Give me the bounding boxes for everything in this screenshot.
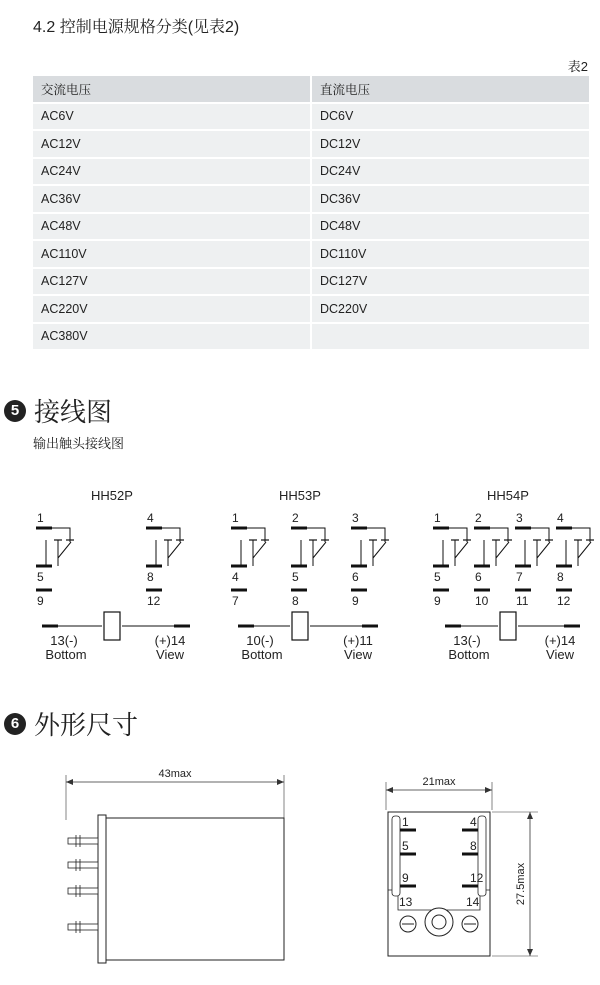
contact-pole [515, 511, 553, 608]
pin-number-right: 4 [470, 815, 477, 829]
diagram-model-label: HH52P [91, 488, 133, 503]
contact-pole [36, 511, 74, 608]
table-row [33, 103, 589, 131]
table-row [33, 158, 589, 186]
contact-pole [146, 511, 184, 608]
terminal-label-mid: 4 [232, 570, 239, 584]
terminal-label-bot: 12 [147, 594, 161, 608]
bottom-label: Bottom [241, 647, 283, 662]
wiring-diagram-hh54p [433, 488, 594, 662]
table-header-cell: 交流电压 [33, 76, 311, 103]
table-cell: AC6V [33, 103, 311, 131]
table-cell: AC36V [33, 185, 311, 213]
contact-pole [556, 511, 594, 608]
terminal-label-mid: 8 [147, 570, 154, 584]
contact-arm [578, 542, 591, 558]
contact-arm [537, 542, 550, 558]
contact-arm [313, 542, 326, 558]
table-cell: DC110V [311, 240, 589, 268]
table-row [33, 323, 589, 351]
coil-box [104, 612, 120, 640]
terminal-label-top: 4 [147, 511, 154, 525]
wiring-diagram-hh52p [36, 488, 190, 662]
contact-arm [58, 542, 71, 558]
terminal-label-mid: 5 [434, 570, 441, 584]
coil-box [292, 612, 308, 640]
wiring-heading [4, 392, 112, 429]
center-hole-inner [432, 915, 446, 929]
contact-arm [455, 542, 468, 558]
voltage-table [33, 76, 589, 351]
front-view-drawing [386, 776, 538, 956]
terminal-label-mid: 6 [352, 570, 359, 584]
contact-pole [474, 511, 512, 608]
pin-number-right: 8 [470, 839, 477, 853]
pin-number-right: 14 [466, 895, 480, 909]
arrow-head [527, 812, 533, 819]
section-title-power-spec: 4.2 控制电源规格分类(见表2) [33, 19, 240, 36]
wiring-diagram-hh53p [231, 488, 389, 662]
table-header-cell: 直流电压 [311, 76, 589, 103]
pin-number-left: 13 [399, 895, 413, 909]
terminal-label-mid: 8 [557, 570, 564, 584]
wiring-subtitle: 输出触头接线图 [33, 436, 125, 451]
table-cell: DC6V [311, 103, 589, 131]
table-cell: DC127V [311, 268, 589, 296]
terminal-label-top: 1 [434, 511, 441, 525]
coil-terminal-right: (+)11 [343, 633, 373, 648]
terminal-label-bot: 12 [557, 594, 571, 608]
table-cell: AC12V [33, 130, 311, 158]
arrow-head [527, 949, 533, 956]
terminal-label-top: 4 [557, 511, 564, 525]
contact-pole [433, 511, 471, 608]
coil-terminal-left: 13(-) [50, 633, 78, 648]
table-cell: DC24V [311, 158, 589, 186]
table-row [33, 268, 589, 296]
view-label: View [546, 647, 574, 662]
dimension-drawings [0, 760, 600, 985]
terminal-label-mid: 5 [292, 570, 299, 584]
wiring-title: 接线图 [34, 397, 113, 427]
table-cell: DC48V [311, 213, 589, 241]
contact-arm [168, 542, 181, 558]
terminal-label-mid: 6 [475, 570, 482, 584]
section-number-badge-6: 6 [4, 713, 26, 735]
dimensions-title: 外形尺寸 [34, 710, 139, 740]
terminal-label-bot: 10 [475, 594, 489, 608]
left-latch [392, 816, 400, 896]
terminal-label-top: 3 [352, 511, 359, 525]
table-cell: DC36V [311, 185, 589, 213]
terminal-label-bot: 9 [434, 594, 441, 608]
arrow-head [386, 787, 393, 793]
table-cell: AC127V [33, 268, 311, 296]
front-height-label: 27.5max [515, 862, 527, 906]
diagram-model-label: HH53P [279, 488, 321, 503]
table-cell: DC220V [311, 295, 589, 323]
section-number-badge: 5 [4, 400, 26, 422]
side-width-label: 43max [158, 768, 192, 780]
pin-number-left: 9 [402, 871, 409, 885]
arrow-head [485, 787, 492, 793]
table-row [33, 213, 589, 241]
table-header-row [33, 76, 589, 103]
contact-pole [351, 511, 389, 608]
terminal-label-bot: 11 [516, 594, 529, 608]
pin-number-left: 1 [402, 815, 409, 829]
pin-number-right: 12 [470, 871, 484, 885]
bottom-label: Bottom [45, 647, 87, 662]
terminal-label-bot: 9 [37, 594, 44, 608]
table-label: 表2 [567, 59, 588, 74]
terminal-label-mid: 5 [37, 570, 44, 584]
bottom-label: Bottom [448, 647, 490, 662]
contact-arm [373, 542, 386, 558]
contact-pole [231, 511, 269, 608]
terminal-label-bot: 8 [292, 594, 299, 608]
table-cell: AC380V [33, 323, 311, 351]
terminal-label-bot: 7 [232, 594, 239, 608]
view-label: View [344, 647, 372, 662]
terminal-label-bot: 9 [352, 594, 359, 608]
front-width-label: 21max [422, 776, 456, 788]
coil-terminal-right: (+)14 [544, 633, 576, 648]
dimensions-heading [4, 705, 138, 742]
table-row [33, 185, 589, 213]
table-cell: AC110V [33, 240, 311, 268]
terminal-label-top: 2 [292, 511, 299, 525]
terminal-label-top: 1 [37, 511, 44, 525]
terminal-label-mid: 7 [516, 570, 523, 584]
table-cell: AC24V [33, 158, 311, 186]
pin [68, 862, 98, 868]
terminal-label-top: 1 [232, 511, 239, 525]
pin [68, 838, 98, 844]
relay-body [104, 818, 284, 960]
side-view-drawing [66, 768, 284, 963]
table-cell [311, 323, 589, 351]
contact-pole [291, 511, 329, 608]
coil-terminal-left: 10(-) [246, 633, 274, 648]
view-label: View [156, 647, 184, 662]
coil-terminal-left: 13(-) [453, 633, 481, 648]
relay-base [98, 815, 106, 963]
table-cell: AC220V [33, 295, 311, 323]
contact-arm [496, 542, 509, 558]
table-cell: DC12V [311, 130, 589, 158]
table-row [33, 295, 589, 323]
arrow-head [277, 779, 284, 785]
contact-arm [253, 542, 266, 558]
coil-terminal-right: (+)14 [154, 633, 186, 648]
pin-number-left: 5 [402, 839, 409, 853]
terminal-label-top: 2 [475, 511, 482, 525]
pin [68, 924, 98, 930]
diagram-model-label: HH54P [487, 488, 529, 503]
pin [68, 888, 98, 894]
coil-box [500, 612, 516, 640]
table-row [33, 240, 589, 268]
wiring-diagrams [0, 478, 600, 678]
table-cell: AC48V [33, 213, 311, 241]
table-row [33, 130, 589, 158]
arrow-head [66, 779, 73, 785]
terminal-label-top: 3 [516, 511, 523, 525]
